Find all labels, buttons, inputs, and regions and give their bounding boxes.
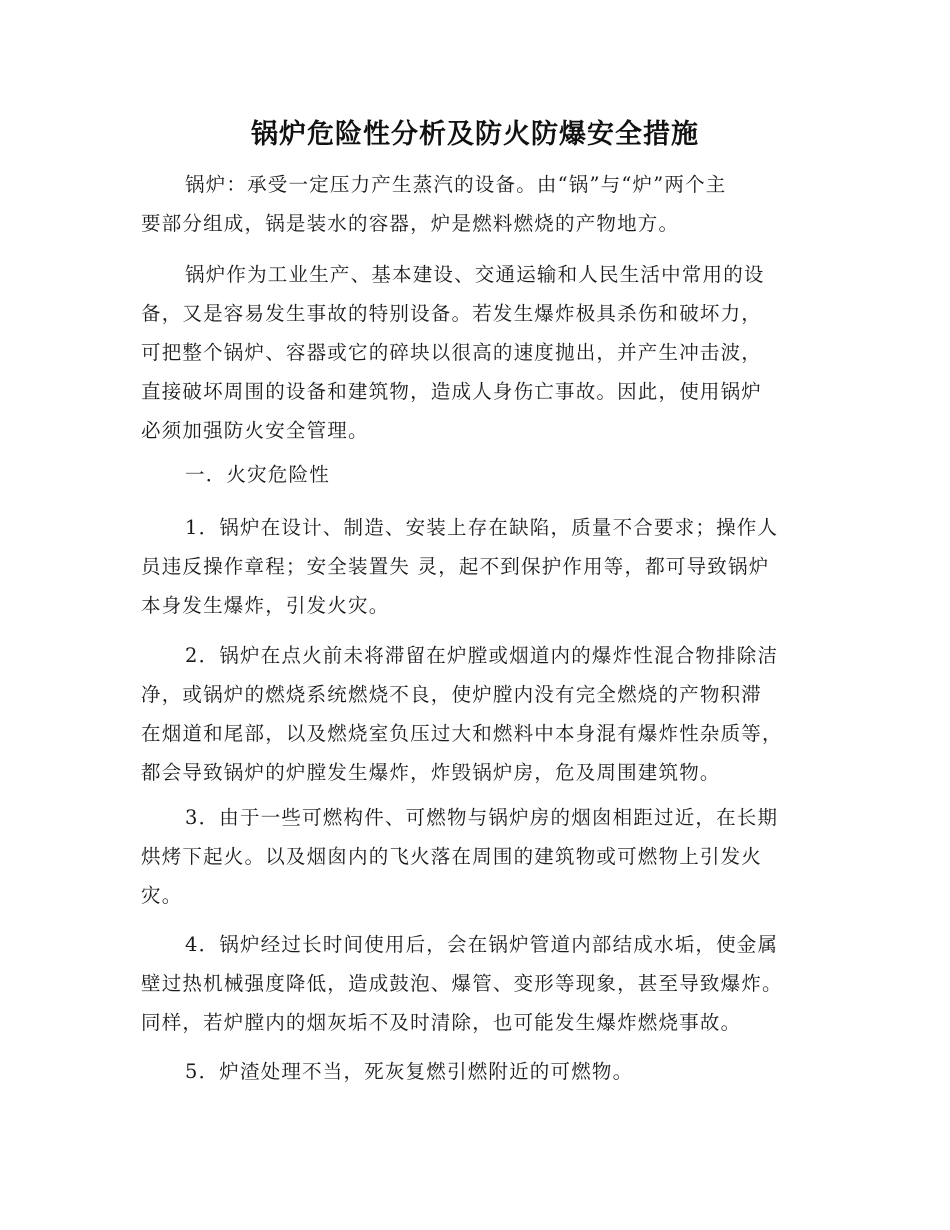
paragraph-line: 3．由于一些可燃构件、可燃物与锅炉房的烟囱相距过近，在长期 — [185, 806, 779, 829]
paragraph-line: 净，或锅炉的燃烧系统燃烧不良，使炉膛内没有完全燃烧的产物积滞 — [141, 683, 763, 706]
paragraph-line: 同样，若炉膛内的烟灰垢不及时清除，也可能发生爆炸燃烧事故。 — [141, 1011, 742, 1034]
paragraph-line: 灾。 — [141, 884, 183, 907]
paragraph-boiler-definition — [141, 165, 805, 243]
section-heading: 一．火灾危险性 — [185, 463, 330, 486]
paragraph-line: 都会导致锅炉的炉膛发生爆炸，炸毁锅炉房，危及周围建筑物。 — [141, 761, 721, 784]
paragraph-item-3 — [141, 798, 805, 915]
paragraph-line: 壁过热机械强度降低，造成鼓泡、爆管、变形等现象，甚至导致爆炸。 — [141, 972, 783, 995]
paragraph-line: 本身发生爆炸，引发火灾。 — [141, 594, 390, 617]
paragraph-item-1 — [141, 508, 805, 625]
paragraph-line: 2．锅炉在点火前未将滞留在炉膛或烟道内的爆炸性混合物排除洁 — [185, 644, 779, 667]
section-heading-fire-hazard — [141, 455, 805, 494]
paragraph-item-5 — [141, 1052, 805, 1091]
paragraph-line: 烘烤下起火。以及烟囱内的飞火落在周围的建筑物或可燃物上引发火 — [141, 845, 763, 868]
paragraph-boiler-importance — [141, 255, 805, 450]
paragraph-line: 备，又是容易发生事故的特别设备。若发生爆炸极具杀伤和破坏力， — [141, 302, 763, 325]
paragraph-line: 锅炉作为工业生产、基本建设、交通运输和人民生活中常用的设 — [185, 263, 765, 286]
paragraph-line: 1．锅炉在设计、制造、安装上存在缺陷，质量不合要求；操作人 — [185, 516, 779, 539]
document-title: 锅炉危险性分析及防火防爆安全措施 — [251, 119, 699, 150]
paragraph-item-4 — [141, 925, 805, 1042]
paragraph-line: 必须加强防火安全管理。 — [141, 419, 369, 442]
paragraph-line: 员违反操作章程；安全装置失 灵，起不到保护作用等，都可导致锅炉 — [141, 555, 770, 578]
paragraph-line: 要部分组成，锅是装水的容器，炉是燃料燃烧的产物地方。 — [141, 212, 680, 235]
paragraph-line: 在烟道和尾部，以及燃烧室负压过大和燃料中本身混有爆炸性杂质等， — [141, 722, 783, 745]
paragraph-line: 可把整个锅炉、容器或它的碎块以很高的速度抛出，并产生冲击波， — [141, 341, 763, 364]
paragraph-line: 5．炉渣处理不当，死灰复燃引燃附近的可燃物。 — [185, 1060, 634, 1083]
paragraph-line: 4．锅炉经过长时间使用后，会在锅炉管道内部结成水垢，使金属 — [185, 933, 779, 956]
paragraph-line: 直接破坏周围的设备和建筑物，造成人身伤亡事故。因此，使用锅炉 — [141, 380, 763, 403]
paragraph-item-2 — [141, 636, 805, 792]
paragraph-line: 锅炉：承受一定压力产生蒸汽的设备。由“锅”与“炉”两个主 — [185, 173, 727, 196]
